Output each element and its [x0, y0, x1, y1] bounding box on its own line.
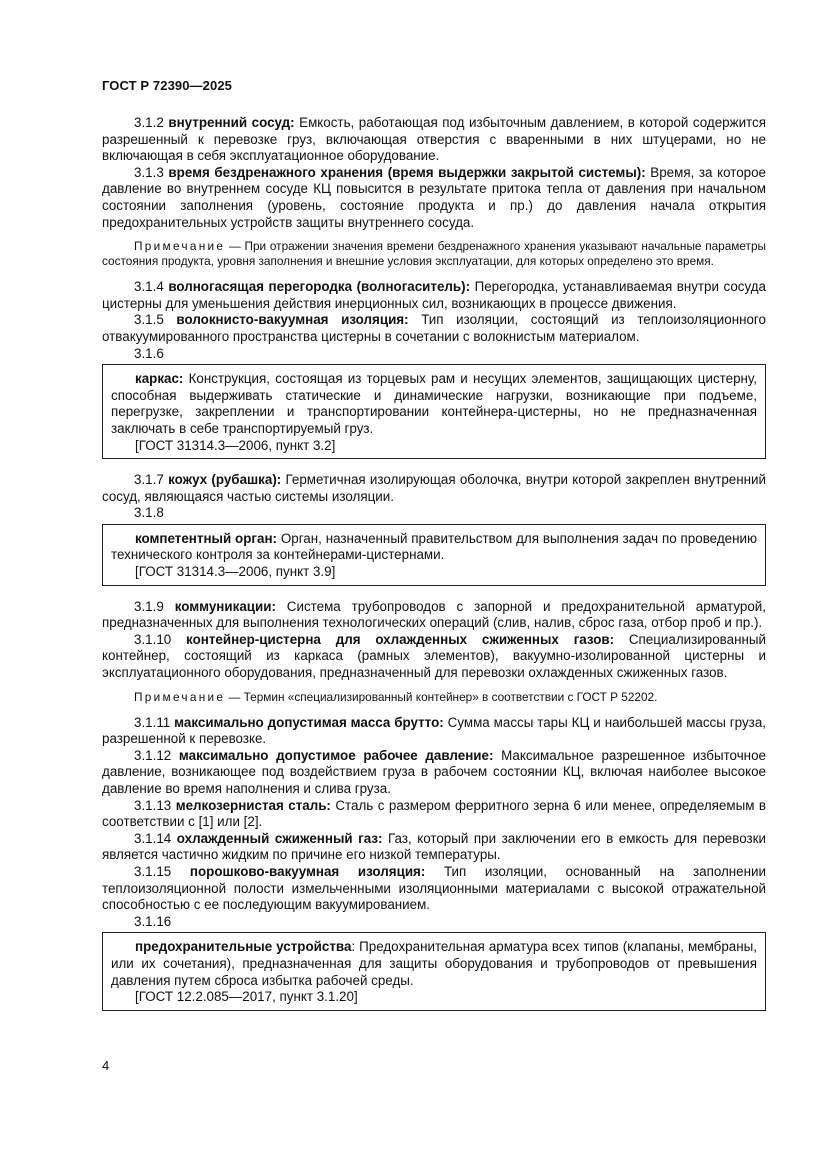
entry-definition: Емкость, работающая под избыточным давлением, в которой содержится разрешенный к перевозке груз, включающая отверстия с вваренными в них штуцерами, но не включающая в себя эксплуатационное оборудование. [102, 115, 766, 164]
quoted-definition-box-3-1-16 [102, 932, 766, 1010]
entry-definition: Система трубопроводов с запорной и предохранительной арматурой, предназначенных для выполнения технологических операций (слив, налив, сброс газа, отбор проб и пр.). [102, 598, 766, 631]
entry-term: коммуникации: [174, 598, 276, 614]
term-entry-3-1-14 [102, 831, 766, 864]
entry-definition: Герметичная изолирующая оболочка, внутри которой закреплен внутренний сосуд, являющаяся частью системы изоляции. [102, 472, 766, 504]
entry-term: волокнисто-вакуумная изоляция: [176, 312, 409, 328]
term-entry-3-1-12 [102, 748, 766, 798]
spacer [102, 586, 766, 599]
entry-number: 3.1.11 [134, 714, 171, 730]
spacer [102, 459, 766, 472]
entry-source: [ГОСТ 31314.3—2006, пункт 3.2] [135, 437, 336, 453]
entry-number: 3.1.7 [134, 472, 164, 488]
term-entry-3-1-2 [102, 115, 766, 165]
entry-definition: Специализированный контейнер, состоящий из каркаса (рамных элементов), вакуумно-изолированной цистерны и эксплуатационного оборудования, предназначенный для перевозки охлажденных сжиженных газов. [102, 631, 766, 681]
entry-source: [ГОСТ 31314.3—2006, пункт 3.9] [135, 564, 336, 580]
term-entry-3-1-13 [102, 798, 766, 831]
document-header: ГОСТ Р 72390—2025 [102, 78, 232, 93]
term-entry-3-1-3 [102, 165, 766, 231]
quoted-definition-box-3-1-8 [102, 524, 766, 586]
term-entry-3-1-10 [102, 632, 766, 682]
entry-term: мелкозернистая сталь: [175, 797, 331, 813]
entry-source: [ГОСТ 12.2.085—2017, пункт 3.1.20] [135, 989, 358, 1005]
entry-definition: Сумма массы тары КЦ и наибольшей массы груза, разрешенной к перевозке. [102, 714, 766, 747]
entry-number: 3.1.3 [134, 164, 164, 180]
entry-definition: Сталь с размером ферритного зерна 6 или менее, определяемым в соответствии с [1] или [2]. [102, 797, 766, 830]
quoted-definition-box-3-1-6 [102, 364, 766, 459]
entry-number: 3.1.2 [134, 115, 164, 130]
entry-term: предохранительные устройства [135, 939, 352, 955]
entry-definition: Тип изоляции, основанный на заполнении теплоизоляционной полости измельченными изоляционными материалами с высокой отражательной способностью с ее последующим вакуумированием. [102, 863, 766, 913]
page-number: 4 [102, 1058, 110, 1073]
entry-definition: Перегородка, устанавливаемая внутри сосуда цистерны для уменьшения действия инерционных сил, возникающих в процессе движения. [102, 279, 766, 311]
entry-term: внутренний сосуд: [168, 115, 295, 130]
entry-term: контейнер-цистерна для охлажденных сжиженных газов: [186, 631, 615, 647]
entry-term: время бездренажного хранения (время выдержки закрытой системы): [168, 164, 646, 180]
entry-number: 3.1.9 [134, 598, 164, 614]
entry-number: 3.1.12 [134, 747, 172, 763]
note-label: Примечание [134, 689, 226, 704]
document-body [102, 115, 766, 1011]
entry-term: максимально допустимая масса брутто: [174, 714, 444, 730]
term-entry-3-1-11 [102, 715, 766, 748]
entry-number-3-1-8: 3.1.8 [134, 505, 164, 521]
entry-number: 3.1.4 [134, 279, 164, 295]
entry-definition: Орган, назначенный правительством для выполнения задач по проведению технического контроля за контейнерами-цистернами. [111, 530, 758, 563]
note-text: — При отражении значения времени бездренажного хранения указывают начальные параметры состояния продукта, уровня заполнения и внешние условия эксплуатации, для которых определено это время. [102, 239, 766, 269]
entry-term: максимально допустимое рабочее давление: [178, 747, 494, 763]
entry-definition: : Предохранительная арматура всех типов (клапаны, мембраны, или их сочетания), предназначенная для защиты оборудования и трубопроводов от превышения давления путем сброса избытка рабочей среды. [111, 939, 757, 988]
entry-term: порошково-вакуумная изоляция: [189, 863, 426, 879]
entry-definition: Газ, который при заключении его в емкость для перевозки является частично жидким по причине его низкой температуры. [102, 830, 766, 863]
entry-number: 3.1.15 [134, 863, 172, 879]
term-entry-3-1-16 [111, 939, 757, 989]
term-entry-3-1-5 [102, 312, 766, 345]
entry-term: волногасящая перегородка (волногаситель): [168, 279, 471, 295]
entry-number: 3.1.10 [134, 631, 172, 647]
entry-term: каркас: [135, 371, 184, 387]
entry-number-3-1-16: 3.1.16 [134, 913, 172, 929]
term-entry-3-1-9 [102, 599, 766, 632]
entry-definition: Время, за которое давление во внутреннем сосуде КЦ повысится в результате притока тепла от давления при начальном состоянии заполнения (уровень, состояние продукта и пр.) до давления начала открытия предохранительных устройств защиты внутреннего сосуда. [102, 164, 767, 230]
note-2 [102, 690, 766, 705]
entry-term: компетентный орган: [135, 530, 277, 546]
entry-definition: Максимальное разрешенное избыточное давление, возникающее под воздействием груза в рабочем состоянии КЦ, включая наиболее высокое давление во время наполнения и слива груза. [102, 747, 766, 796]
entry-number: 3.1.14 [134, 830, 172, 846]
note-label: Примечание [134, 239, 226, 254]
note-text: — Термин «специализированный контейнер» в соответствии с ГОСТ Р 52202. [225, 689, 658, 704]
entry-number-3-1-6: 3.1.6 [134, 345, 164, 361]
note-1 [102, 239, 766, 269]
entry-definition: Тип изоляции, состоящий из теплоизоляционного отвакуумированного пространства цистерны в сочетании с волокнистым материалом. [102, 312, 766, 344]
term-entry-3-1-8 [111, 531, 757, 564]
term-entry-3-1-15 [102, 864, 766, 914]
entry-term: кожух (рубашка): [168, 472, 282, 488]
term-entry-3-1-4 [102, 279, 766, 312]
entry-term: охлажденный сжиженный газ: [176, 830, 383, 846]
entry-number: 3.1.5 [134, 312, 164, 328]
term-entry-3-1-6 [111, 371, 757, 437]
term-entry-3-1-7 [102, 472, 766, 505]
entry-definition: Конструкция, состоящая из торцевых рам и несущих элементов, защищающих цистерну, способная выдерживать статические и динамические нагрузки, возникающие при подъеме, перегрузке, закреплении и транспортировании контейнера-цистерны, но не предназначенная заключать в себе транспортируемый груз. [111, 371, 757, 436]
entry-number: 3.1.13 [134, 797, 172, 813]
